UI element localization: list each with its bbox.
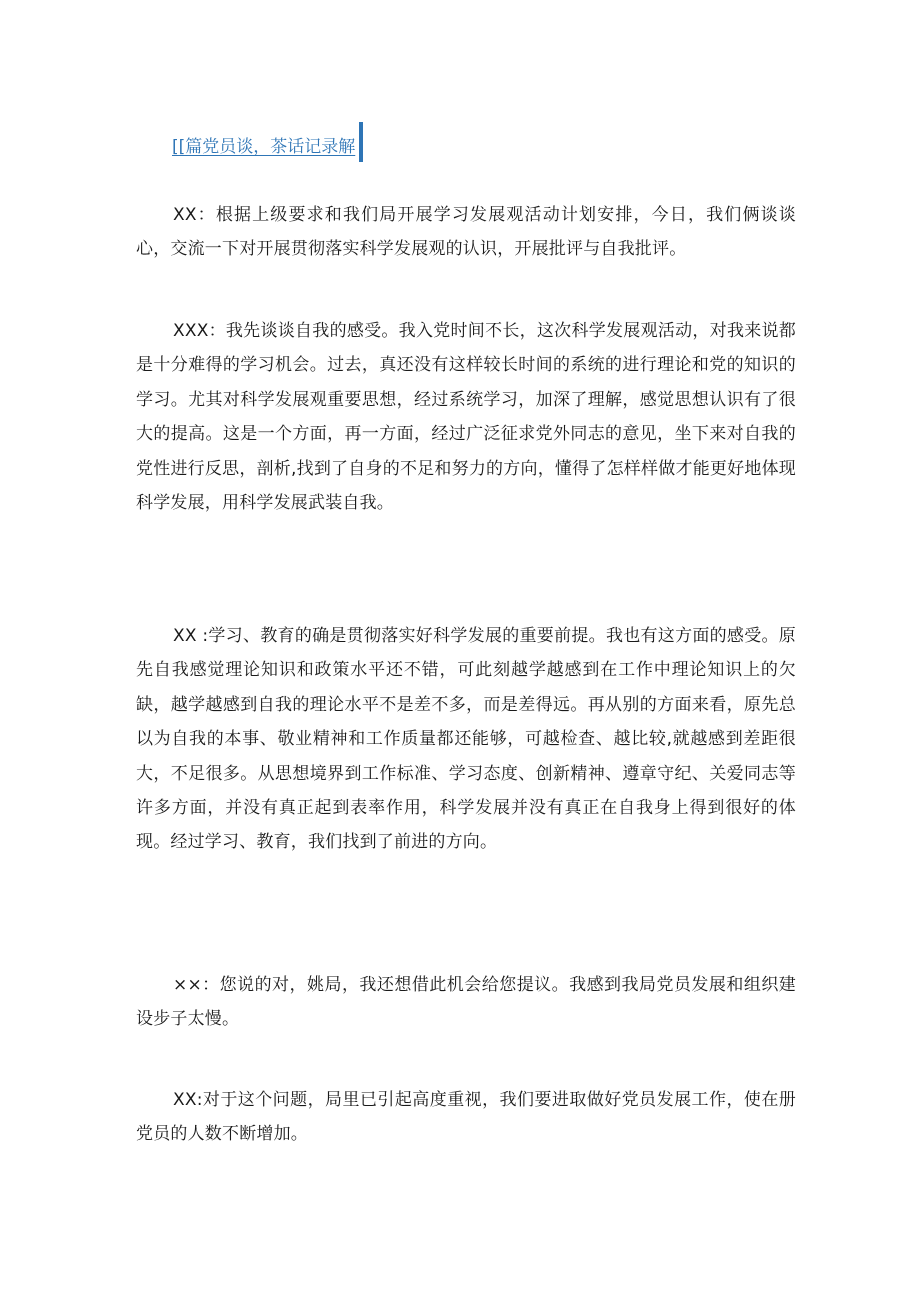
paragraph-1: XX：根据上级要求和我们局开展学习发展观活动计划安排，今日，我们俩谈谈心，交流一下对开展贯彻落实科学发展观的认识，开展批评与自我批评。 — [136, 205, 796, 260]
paragraph-2: XXX：我先谈谈自我的感受。我入党时间不长，这次科学发展观活动，对我来说都是十分难得的学习机会。过去，真还没有这样较长时间的系统的进行理论和党的知识的学习。尤其对科学发展观重要思想，经过系统学习，加深了理解，感觉思想认识有了很大的提高。这是一个方面，再一方面，经过广泛征求党外同志的意见，坐下来对自我的党性进行反思，剖析,找到了自身的不足和努力的方向，懂得了怎样样做才能更好地体现科学发展，用科学发展武装自我。 — [136, 321, 796, 514]
document-title-link[interactable]: [[篇党员谈，茶话记录解 — [172, 137, 356, 157]
paragraph-4: ××：您说的对，姚局，我还想借此机会给您提议。我感到我局党员发展和组织建设步子太慢。 — [136, 975, 796, 1030]
paragraph-3: XX :学习、教育的确是贯彻落实好科学发展的重要前提。我也有这方面的感受。原先自我感觉理论知识和政策水平还不错，可此刻越学越感到在工作中理论知识上的欠缺，越学越感到自我的理论水平不是差不多，而是差得远。再从别的方面来看，原先总以为自我的本事、敬业精神和工作质量都还能够，可越检查、越比较,就越感到差距很大，不足很多。从思想境界到工作标准、学习态度、创新精神、遵章守纪、关爱同志等许多方面，并没有真正起到表率作用，科学发展并没有真正在自我身上得到很好的体现。经过学习、教育，我们找到了前进的方向。 — [136, 626, 796, 853]
document-title-block — [172, 122, 363, 160]
text-cursor — [359, 122, 363, 162]
paragraph-5: XX:对于这个问题，局里已引起高度重视，我们要进取做好党员发展工作，使在册党员的人数不断增加。 — [136, 1090, 796, 1145]
